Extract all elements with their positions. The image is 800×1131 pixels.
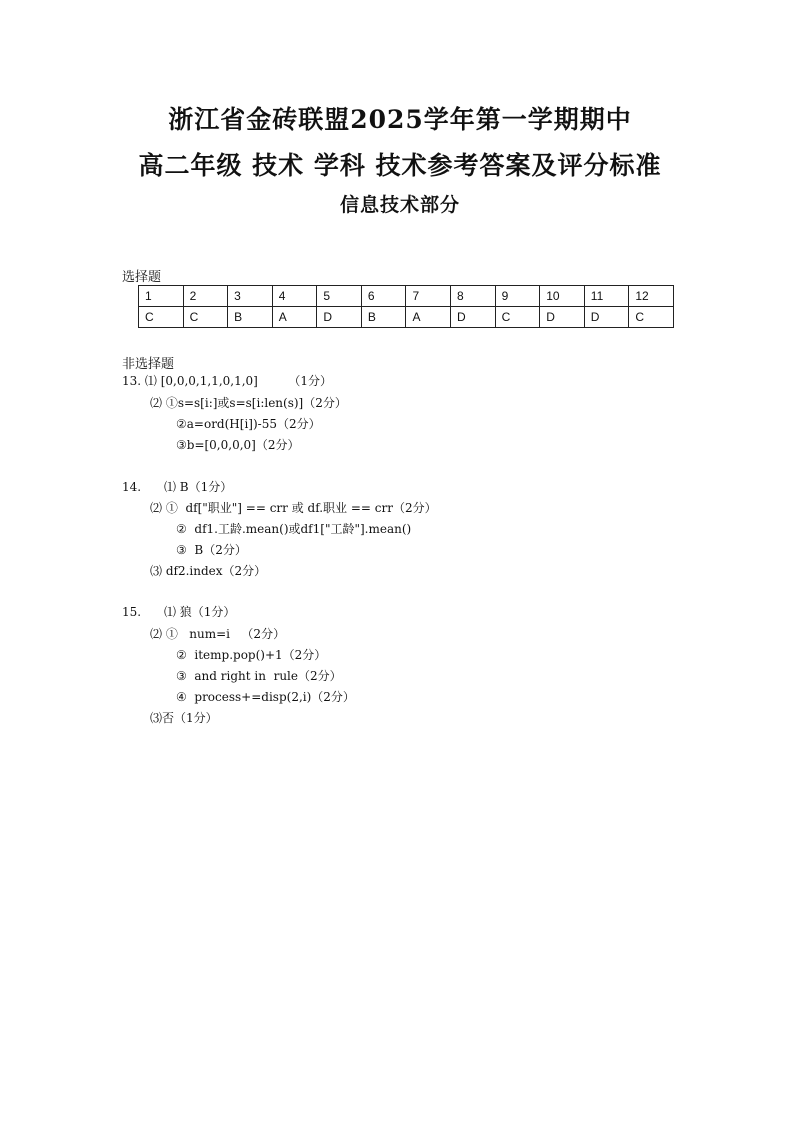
question-number: 3 bbox=[228, 286, 273, 307]
answer-cell: D bbox=[317, 307, 362, 328]
doc-title-line1: 浙江省金砖联盟2025学年第一学期期中 bbox=[168, 105, 632, 134]
q13-part1: 13. ⑴ [0,0,0,1,1,0,1,0] （1分） bbox=[122, 374, 333, 388]
choice-section-label: 选择题 bbox=[122, 270, 162, 285]
q13-part2-3: ③b=[0,0,0,0]（2分） bbox=[176, 438, 300, 452]
answer-cell: C bbox=[183, 307, 228, 328]
answer-cell: C bbox=[629, 307, 674, 328]
answer-cell: A bbox=[272, 307, 317, 328]
q14-part2-1: ⑵ ① df["职业"] == crr 或 df.职业 == crr（2分） bbox=[150, 501, 437, 515]
doc-subtitle: 信息技术部分 bbox=[339, 194, 460, 216]
question-number-row bbox=[139, 286, 674, 307]
q15-part1: 15. ⑴ 狼（1分） bbox=[122, 605, 236, 619]
question-number: 2 bbox=[183, 286, 228, 307]
question-number: 12 bbox=[629, 286, 674, 307]
question-number: 9 bbox=[495, 286, 540, 307]
answer-cell: C bbox=[139, 307, 184, 328]
question-number: 6 bbox=[361, 286, 406, 307]
question-number: 7 bbox=[406, 286, 451, 307]
q14-part2-3: ③ B（2分） bbox=[176, 543, 247, 557]
q15-part2-1: ⑵ ① num=i （2分） bbox=[150, 627, 286, 641]
question-number: 10 bbox=[540, 286, 585, 307]
choice-answer-table bbox=[138, 285, 674, 328]
answer-cell: D bbox=[451, 307, 496, 328]
q15-part2-3: ③ and right in rule（2分） bbox=[176, 669, 342, 683]
q14-part1: 14. ⑴ B（1分） bbox=[122, 480, 233, 494]
answer-cell: B bbox=[228, 307, 273, 328]
nonchoice-section-label: 非选择题 bbox=[122, 357, 175, 372]
q14-part3: ⑶ df2.index（2分） bbox=[150, 564, 267, 578]
q13-part2-2: ②a=ord(H[i])-55（2分） bbox=[176, 417, 321, 431]
answer-cell: C bbox=[495, 307, 540, 328]
question-number: 4 bbox=[272, 286, 317, 307]
q14-part2-2: ② df1.工龄.mean()或df1["工龄"].mean() bbox=[176, 522, 412, 536]
q15-part2-4: ④ process+=disp(2,i)（2分） bbox=[176, 690, 355, 704]
answer-cell: B bbox=[361, 307, 406, 328]
answer-cell: D bbox=[584, 307, 629, 328]
doc-title-line2: 高二年级 技术 学科 技术参考答案及评分标准 bbox=[138, 151, 662, 180]
question-number: 5 bbox=[317, 286, 362, 307]
q15-part2-2: ② itemp.pop()+1（2分） bbox=[176, 648, 327, 662]
q13-part2-1: ⑵ ①s=s[i:]或s=s[i:len(s)]（2分） bbox=[150, 396, 347, 410]
answer-cell: D bbox=[540, 307, 585, 328]
answer-cell: A bbox=[406, 307, 451, 328]
question-number: 8 bbox=[451, 286, 496, 307]
answer-row bbox=[139, 307, 674, 328]
q15-part3: ⑶否（1分） bbox=[150, 711, 218, 725]
question-number: 1 bbox=[139, 286, 184, 307]
question-number: 11 bbox=[584, 286, 629, 307]
